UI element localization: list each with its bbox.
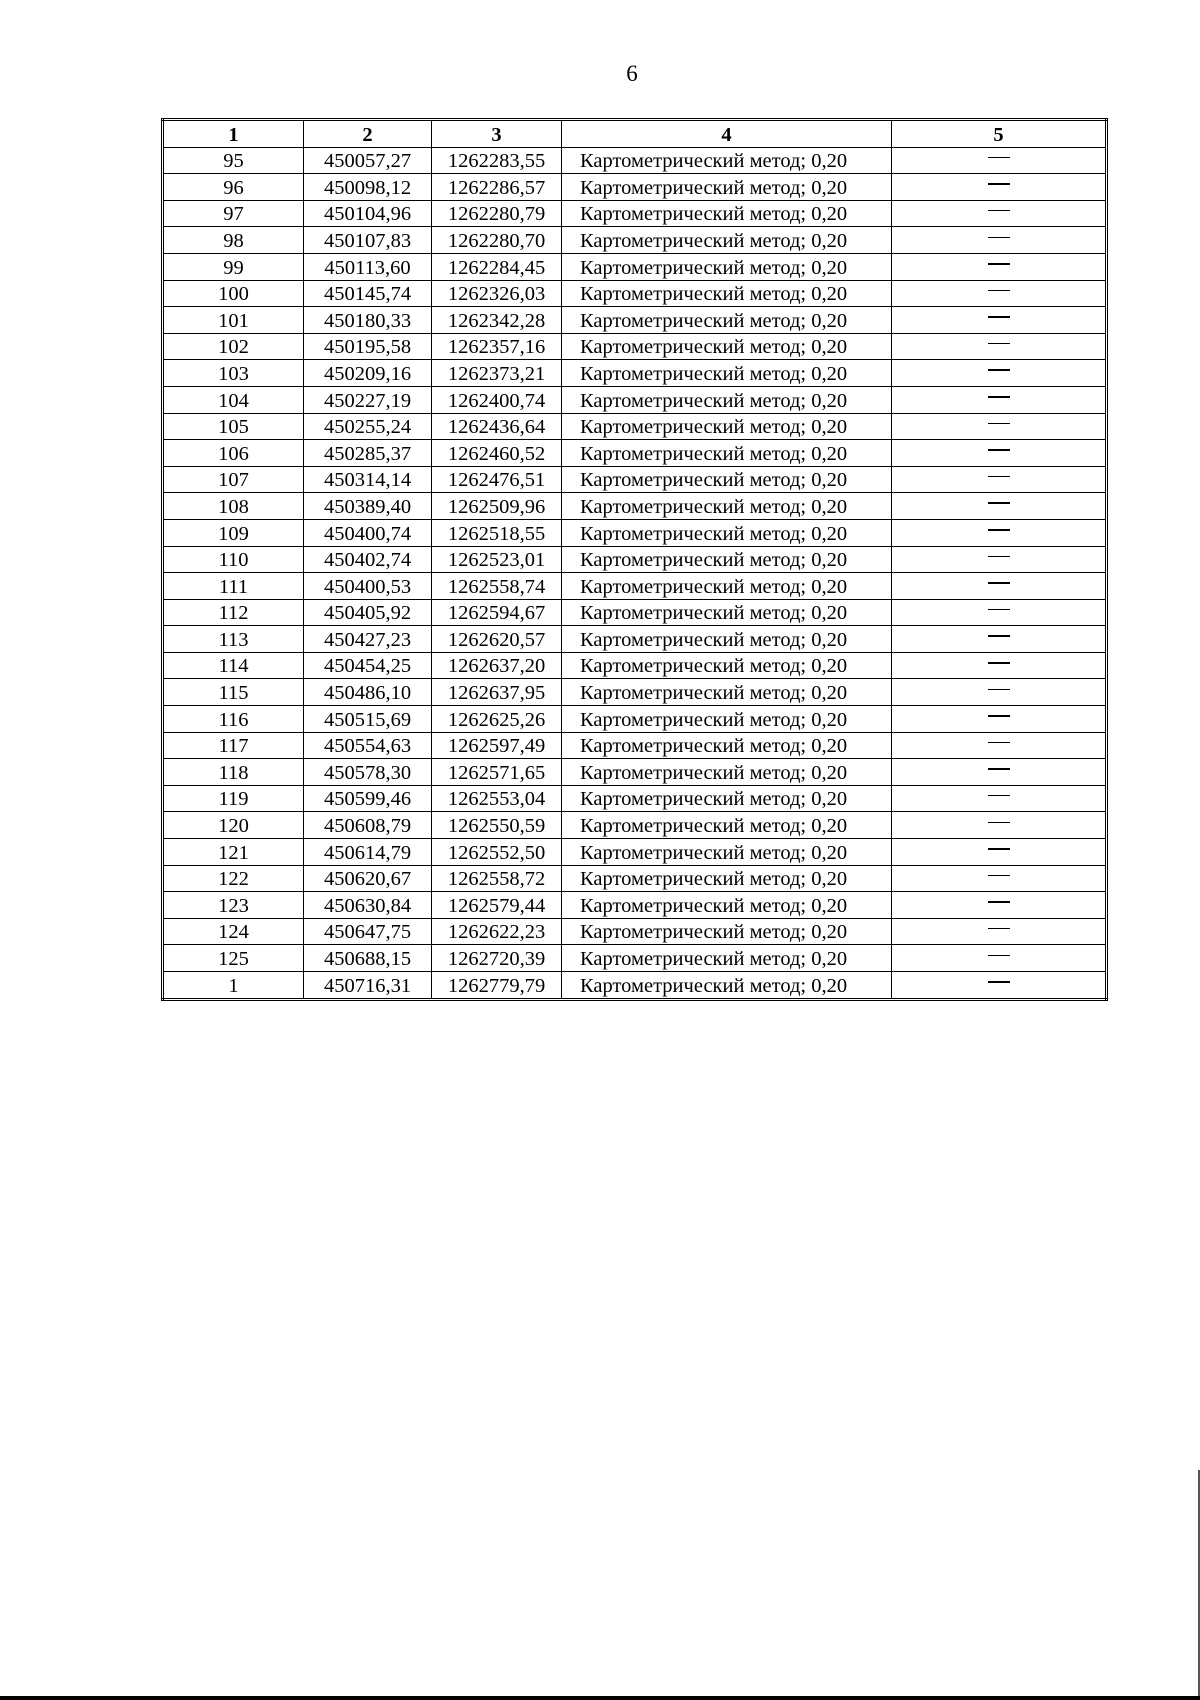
method-cell: Картометрический метод; 0,20 <box>562 440 892 467</box>
method-cell: Картометрический метод; 0,20 <box>562 546 892 573</box>
coordinates-table-container <box>161 118 1105 1001</box>
point-number-cell: 122 <box>163 865 304 892</box>
x-coordinate-cell: 450614,79 <box>304 839 432 866</box>
x-coordinate-cell: 450180,33 <box>304 307 432 334</box>
description-cell <box>892 360 1107 387</box>
coordinates-table <box>161 118 1108 1001</box>
table-row <box>163 759 1107 786</box>
y-coordinate-cell: 1262779,79 <box>432 972 562 1000</box>
dash-mark <box>988 901 1010 903</box>
point-number-cell: 120 <box>163 812 304 839</box>
table-header-row <box>163 120 1107 148</box>
dash-mark <box>988 316 1010 318</box>
point-number-cell: 125 <box>163 945 304 972</box>
dash-mark <box>988 237 1010 239</box>
description-cell <box>892 599 1107 626</box>
method-cell: Картометрический метод; 0,20 <box>562 865 892 892</box>
method-cell: Картометрический метод; 0,20 <box>562 918 892 945</box>
y-coordinate-cell: 1262284,45 <box>432 253 562 280</box>
x-coordinate-cell: 450688,15 <box>304 945 432 972</box>
y-coordinate-cell: 1262460,52 <box>432 440 562 467</box>
dash-mark <box>988 689 1010 691</box>
x-coordinate-cell: 450647,75 <box>304 918 432 945</box>
table-row <box>163 918 1107 945</box>
point-number-cell: 111 <box>163 573 304 600</box>
column-header-4: 4 <box>562 120 892 148</box>
dash-mark <box>988 662 1010 664</box>
point-number-cell: 105 <box>163 413 304 440</box>
method-cell: Картометрический метод; 0,20 <box>562 599 892 626</box>
y-coordinate-cell: 1262620,57 <box>432 626 562 653</box>
dash-mark <box>988 343 1010 345</box>
y-coordinate-cell: 1262357,16 <box>432 333 562 360</box>
dash-mark <box>988 609 1010 611</box>
method-cell: Картометрический метод; 0,20 <box>562 466 892 493</box>
y-coordinate-cell: 1262283,55 <box>432 147 562 174</box>
table-row <box>163 546 1107 573</box>
column-header-3: 3 <box>432 120 562 148</box>
method-cell: Картометрический метод; 0,20 <box>562 333 892 360</box>
x-coordinate-cell: 450113,60 <box>304 253 432 280</box>
description-cell <box>892 918 1107 945</box>
table-row <box>163 626 1107 653</box>
x-coordinate-cell: 450599,46 <box>304 785 432 812</box>
point-number-cell: 124 <box>163 918 304 945</box>
y-coordinate-cell: 1262558,74 <box>432 573 562 600</box>
point-number-cell: 117 <box>163 732 304 759</box>
method-cell: Картометрический метод; 0,20 <box>562 732 892 759</box>
table-row <box>163 360 1107 387</box>
method-cell: Картометрический метод; 0,20 <box>562 679 892 706</box>
y-coordinate-cell: 1262436,64 <box>432 413 562 440</box>
x-coordinate-cell: 450454,25 <box>304 652 432 679</box>
y-coordinate-cell: 1262579,44 <box>432 892 562 919</box>
y-coordinate-cell: 1262280,79 <box>432 200 562 227</box>
y-coordinate-cell: 1262625,26 <box>432 706 562 733</box>
description-cell <box>892 280 1107 307</box>
description-cell <box>892 253 1107 280</box>
x-coordinate-cell: 450400,53 <box>304 573 432 600</box>
point-number-cell: 103 <box>163 360 304 387</box>
table-row <box>163 892 1107 919</box>
description-cell <box>892 972 1107 1000</box>
table-row <box>163 174 1107 201</box>
table-row <box>163 652 1107 679</box>
x-coordinate-cell: 450578,30 <box>304 759 432 786</box>
column-header-5: 5 <box>892 120 1107 148</box>
dash-mark <box>988 210 1010 212</box>
x-coordinate-cell: 450107,83 <box>304 227 432 254</box>
table-row <box>163 519 1107 546</box>
dash-mark <box>988 875 1010 877</box>
table-header <box>163 120 1107 148</box>
x-coordinate-cell: 450402,74 <box>304 546 432 573</box>
y-coordinate-cell: 1262523,01 <box>432 546 562 573</box>
method-cell: Картометрический метод; 0,20 <box>562 147 892 174</box>
description-cell <box>892 519 1107 546</box>
description-cell <box>892 785 1107 812</box>
table-row <box>163 466 1107 493</box>
method-cell: Картометрический метод; 0,20 <box>562 227 892 254</box>
description-cell <box>892 652 1107 679</box>
x-coordinate-cell: 450515,69 <box>304 706 432 733</box>
y-coordinate-cell: 1262558,72 <box>432 865 562 892</box>
description-cell <box>892 839 1107 866</box>
dash-mark <box>988 423 1010 425</box>
description-cell <box>892 333 1107 360</box>
y-coordinate-cell: 1262550,59 <box>432 812 562 839</box>
description-cell <box>892 706 1107 733</box>
y-coordinate-cell: 1262342,28 <box>432 307 562 334</box>
method-cell: Картометрический метод; 0,20 <box>562 945 892 972</box>
table-row <box>163 200 1107 227</box>
table-row <box>163 679 1107 706</box>
table-row <box>163 227 1107 254</box>
method-cell: Картометрический метод; 0,20 <box>562 972 892 1000</box>
table-row <box>163 413 1107 440</box>
x-coordinate-cell: 450098,12 <box>304 174 432 201</box>
method-cell: Картометрический метод; 0,20 <box>562 174 892 201</box>
y-coordinate-cell: 1262518,55 <box>432 519 562 546</box>
description-cell <box>892 945 1107 972</box>
y-coordinate-cell: 1262373,21 <box>432 360 562 387</box>
dash-mark <box>988 369 1010 371</box>
method-cell: Картометрический метод; 0,20 <box>562 785 892 812</box>
y-coordinate-cell: 1262286,57 <box>432 174 562 201</box>
table-row <box>163 865 1107 892</box>
y-coordinate-cell: 1262637,20 <box>432 652 562 679</box>
table-row <box>163 280 1107 307</box>
description-cell <box>892 174 1107 201</box>
point-number-cell: 110 <box>163 546 304 573</box>
description-cell <box>892 200 1107 227</box>
table-row <box>163 945 1107 972</box>
y-coordinate-cell: 1262476,51 <box>432 466 562 493</box>
description-cell <box>892 732 1107 759</box>
table-row <box>163 706 1107 733</box>
x-coordinate-cell: 450389,40 <box>304 493 432 520</box>
description-cell <box>892 892 1107 919</box>
x-coordinate-cell: 450057,27 <box>304 147 432 174</box>
table-row <box>163 732 1107 759</box>
dash-mark <box>988 157 1010 159</box>
table-row <box>163 307 1107 334</box>
dash-mark <box>988 449 1010 451</box>
point-number-cell: 118 <box>163 759 304 786</box>
table-row <box>163 333 1107 360</box>
y-coordinate-cell: 1262509,96 <box>432 493 562 520</box>
point-number-cell: 108 <box>163 493 304 520</box>
method-cell: Картометрический метод; 0,20 <box>562 892 892 919</box>
method-cell: Картометрический метод; 0,20 <box>562 626 892 653</box>
method-cell: Картометрический метод; 0,20 <box>562 812 892 839</box>
dash-mark <box>988 768 1010 770</box>
description-cell <box>892 546 1107 573</box>
method-cell: Картометрический метод; 0,20 <box>562 386 892 413</box>
x-coordinate-cell: 450554,63 <box>304 732 432 759</box>
description-cell <box>892 812 1107 839</box>
method-cell: Картометрический метод; 0,20 <box>562 280 892 307</box>
page-number: 6 <box>626 61 638 86</box>
scan-bottom-edge <box>0 1696 1200 1700</box>
point-number-cell: 99 <box>163 253 304 280</box>
point-number-cell: 109 <box>163 519 304 546</box>
x-coordinate-cell: 450145,74 <box>304 280 432 307</box>
y-coordinate-cell: 1262326,03 <box>432 280 562 307</box>
description-cell <box>892 386 1107 413</box>
point-number-cell: 96 <box>163 174 304 201</box>
table-row <box>163 812 1107 839</box>
table-row <box>163 785 1107 812</box>
x-coordinate-cell: 450285,37 <box>304 440 432 467</box>
point-number-cell: 113 <box>163 626 304 653</box>
dash-mark <box>988 928 1010 930</box>
x-coordinate-cell: 450608,79 <box>304 812 432 839</box>
method-cell: Картометрический метод; 0,20 <box>562 839 892 866</box>
dash-mark <box>988 822 1010 824</box>
x-coordinate-cell: 450255,24 <box>304 413 432 440</box>
dash-mark <box>988 502 1010 504</box>
x-coordinate-cell: 450227,19 <box>304 386 432 413</box>
description-cell <box>892 147 1107 174</box>
y-coordinate-cell: 1262594,67 <box>432 599 562 626</box>
point-number-cell: 1 <box>163 972 304 1000</box>
y-coordinate-cell: 1262720,39 <box>432 945 562 972</box>
y-coordinate-cell: 1262552,50 <box>432 839 562 866</box>
description-cell <box>892 440 1107 467</box>
dash-mark <box>988 635 1010 637</box>
point-number-cell: 116 <box>163 706 304 733</box>
column-header-1: 1 <box>163 120 304 148</box>
x-coordinate-cell: 450716,31 <box>304 972 432 1000</box>
table-row <box>163 147 1107 174</box>
point-number-cell: 115 <box>163 679 304 706</box>
description-cell <box>892 466 1107 493</box>
dash-mark <box>988 476 1010 478</box>
y-coordinate-cell: 1262571,65 <box>432 759 562 786</box>
dash-mark <box>988 183 1010 185</box>
point-number-cell: 119 <box>163 785 304 812</box>
description-cell <box>892 759 1107 786</box>
dash-mark <box>988 795 1010 797</box>
y-coordinate-cell: 1262280,70 <box>432 227 562 254</box>
x-coordinate-cell: 450405,92 <box>304 599 432 626</box>
dash-mark <box>988 981 1010 983</box>
point-number-cell: 95 <box>163 147 304 174</box>
method-cell: Картометрический метод; 0,20 <box>562 200 892 227</box>
table-row <box>163 573 1107 600</box>
method-cell: Картометрический метод; 0,20 <box>562 759 892 786</box>
dash-mark <box>988 715 1010 717</box>
point-number-cell: 121 <box>163 839 304 866</box>
dash-mark <box>988 529 1010 531</box>
point-number-cell: 102 <box>163 333 304 360</box>
table-body <box>163 147 1107 999</box>
y-coordinate-cell: 1262637,95 <box>432 679 562 706</box>
description-cell <box>892 626 1107 653</box>
table-row <box>163 386 1107 413</box>
point-number-cell: 114 <box>163 652 304 679</box>
dash-mark <box>988 742 1010 744</box>
table-row <box>163 972 1107 1000</box>
description-cell <box>892 679 1107 706</box>
column-header-2: 2 <box>304 120 432 148</box>
y-coordinate-cell: 1262553,04 <box>432 785 562 812</box>
method-cell: Картометрический метод; 0,20 <box>562 307 892 334</box>
x-coordinate-cell: 450486,10 <box>304 679 432 706</box>
y-coordinate-cell: 1262400,74 <box>432 386 562 413</box>
method-cell: Картометрический метод; 0,20 <box>562 493 892 520</box>
point-number-cell: 98 <box>163 227 304 254</box>
point-number-cell: 123 <box>163 892 304 919</box>
x-coordinate-cell: 450314,14 <box>304 466 432 493</box>
table-row <box>163 440 1107 467</box>
description-cell <box>892 307 1107 334</box>
point-number-cell: 104 <box>163 386 304 413</box>
description-cell <box>892 227 1107 254</box>
dash-mark <box>988 396 1010 398</box>
table-row <box>163 493 1107 520</box>
method-cell: Картометрический метод; 0,20 <box>562 413 892 440</box>
dash-mark <box>988 582 1010 584</box>
method-cell: Картометрический метод; 0,20 <box>562 519 892 546</box>
point-number-cell: 97 <box>163 200 304 227</box>
dash-mark <box>988 848 1010 850</box>
description-cell <box>892 493 1107 520</box>
point-number-cell: 100 <box>163 280 304 307</box>
x-coordinate-cell: 450620,67 <box>304 865 432 892</box>
y-coordinate-cell: 1262597,49 <box>432 732 562 759</box>
table-row <box>163 599 1107 626</box>
x-coordinate-cell: 450195,58 <box>304 333 432 360</box>
dash-mark <box>988 290 1010 292</box>
dash-mark <box>988 556 1010 558</box>
dash-mark <box>988 263 1010 265</box>
method-cell: Картометрический метод; 0,20 <box>562 573 892 600</box>
point-number-cell: 107 <box>163 466 304 493</box>
method-cell: Картометрический метод; 0,20 <box>562 360 892 387</box>
method-cell: Картометрический метод; 0,20 <box>562 652 892 679</box>
description-cell <box>892 865 1107 892</box>
method-cell: Картометрический метод; 0,20 <box>562 706 892 733</box>
y-coordinate-cell: 1262622,23 <box>432 918 562 945</box>
point-number-cell: 106 <box>163 440 304 467</box>
x-coordinate-cell: 450427,23 <box>304 626 432 653</box>
x-coordinate-cell: 450209,16 <box>304 360 432 387</box>
x-coordinate-cell: 450630,84 <box>304 892 432 919</box>
x-coordinate-cell: 450104,96 <box>304 200 432 227</box>
x-coordinate-cell: 450400,74 <box>304 519 432 546</box>
dash-mark <box>988 955 1010 957</box>
description-cell <box>892 573 1107 600</box>
method-cell: Картометрический метод; 0,20 <box>562 253 892 280</box>
table-row <box>163 839 1107 866</box>
point-number-cell: 101 <box>163 307 304 334</box>
point-number-cell: 112 <box>163 599 304 626</box>
description-cell <box>892 413 1107 440</box>
table-row <box>163 253 1107 280</box>
